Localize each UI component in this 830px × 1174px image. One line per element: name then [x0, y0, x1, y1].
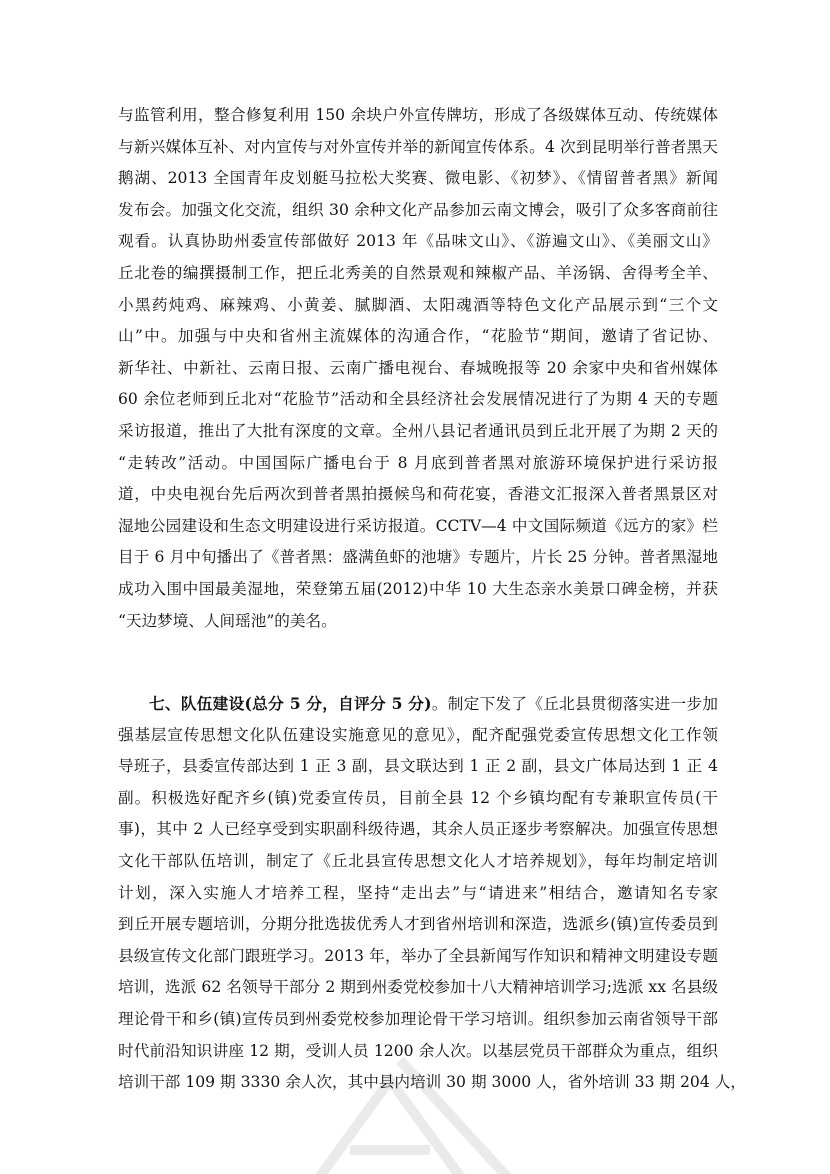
section-first-line-text: 。制定下发了《丘北县贯彻落实进一步加 — [431, 695, 718, 713]
text-line: “天边梦境、人间瑶池”的美名。 — [118, 611, 337, 630]
text-line: 丘北卷的编撰摄制工作，把丘北秀美的自然景观和辣椒产品、羊汤锅、舍得考全羊、 — [118, 263, 718, 282]
text-line: 采访报道，推出了大批有深度的文章。全州八县记者通讯员到丘北开展了为期 2 天的 — [118, 421, 718, 440]
text-line: 强基层宣传思想文化队伍建设实施意见的意见》，配齐配强党委宣传思想文化工作领 — [118, 725, 718, 744]
text-line: 湿地公园建设和生态文明建设进行采访报道。CCTV—4 中文国际频道《远方的家》栏 — [118, 516, 718, 535]
section-heading: 七、队伍建设(总分 5 分，自评分 5 分) — [149, 694, 432, 713]
text-line: 副。积极选好配齐乡(镇)党委宣传员，目前全县 12 个乡镇均配有专兼职宣传员(干 — [118, 788, 718, 807]
text-line: 发布会。加强文化交流，组织 30 余种文化产品参加云南文博会，吸引了众多客商前往 — [118, 200, 718, 219]
text-line: 培训，选派 62 名领导干部分 2 期到州委党校参加十八大精神培训学习;选派 xx 名县级 — [118, 978, 718, 997]
text-line: 培训干部 109 期 3330 余人次，其中县内培训 30 期 3000 人，省外培训 33 期 204 人， — [118, 1073, 746, 1092]
text-line: 县级宣传文化部门跟班学习。2013 年，举办了全县新闻写作知识和精神文明建设专题 — [118, 946, 718, 965]
text-line: 与新兴媒体互补、对内宣传与对外宣传并举的新闻宣传体系。4 次到昆明举行普者黑天 — [118, 137, 718, 156]
text-line: 事)，其中 2 人已经享受到实职副科级待遇，其余人员正逐步考察解决。加强宣传思想 — [118, 820, 718, 839]
section-first-line — [118, 688, 718, 720]
text-line: 山”中。加强与中央和省州主流媒体的沟通合作，“花脸节“期间，邀请了省记协、 — [118, 327, 718, 346]
text-line: 计划，深入实施人才培养工程，坚持“走出去”与“请进来”相结合，邀请知名专家 — [118, 883, 718, 902]
paragraph-team-building — [118, 688, 746, 1099]
text-line: 鹅湖、2013 全国青年皮划艇马拉松大奖赛、微电影、《初梦》、《情留普者黑》新闻 — [118, 169, 718, 188]
text-line: 目于 6 月中旬播出了《普者黑：盛满鱼虾的池塘》专题片，片长 25 分钟。普者黑湿地 — [118, 548, 718, 567]
paragraph-media-publicity — [118, 100, 718, 637]
text-line: “走转改”活动。中国国际广播电台于 8 月底到普者黑对旅游环境保护进行采访报 — [118, 453, 718, 472]
text-line: 时代前沿知识讲座 12 期，受训人员 1200 余人次。以基层党员干部群众为重点，组织 — [118, 1041, 718, 1060]
text-line: 理论骨干和乡(镇)宣传员到州委党校参加理论骨干学习培训。组织参加云南省领导干部 — [118, 1009, 718, 1028]
text-line: 导班子，县委宣传部达到 1 正 3 副，县文联达到 1 正 2 副，县文广体局达到 1 正 4 — [118, 757, 718, 776]
text-line: 小黑药炖鸡、麻辣鸡、小黄姜、腻脚酒、太阳魂酒等特色文化产品展示到“三个文 — [118, 295, 718, 314]
text-line: 60 余位老师到丘北对“花脸节”活动和全县经济社会发展情况进行了为期 4 天的专题 — [118, 390, 718, 409]
text-line: 观看。认真协助州委宣传部做好 2013 年《品味文山》、《游遍文山》、《美丽文山》 — [118, 232, 718, 251]
text-line: 新华社、中新社、云南日报、云南广播电视台、春城晚报等 20 余家中央和省州媒体 — [118, 358, 718, 377]
text-line: 与监管利用，整合修复利用 150 余块户外宣传牌坊，形成了各级媒体互动、传统媒体 — [118, 106, 718, 124]
text-line: 道，中央电视台先后两次到普者黑拍摄候鸟和荷花宴，香港文汇报深入普者黑景区对 — [118, 485, 718, 504]
text-line: 成功入围中国最美湿地，荣登第五届(2012)中华 10 大生态亲水美景口碑金榜，并获 — [118, 579, 718, 598]
text-line: 文化干部队伍培训，制定了《丘北县宣传思想文化人才培养规划》，每年均制定培训 — [118, 851, 718, 870]
text-line: 到丘开展专题培训，分期分批选拔优秀人才到省州培训和深造，选派乡(镇)宣传委员到 — [118, 915, 718, 934]
